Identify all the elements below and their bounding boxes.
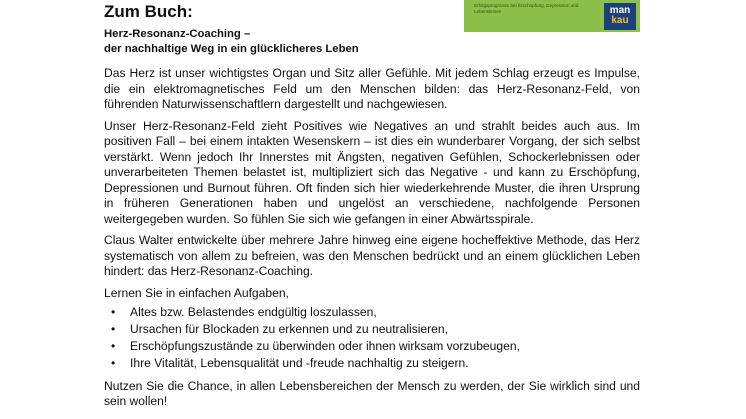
logo-line-1: man: [609, 5, 631, 16]
body-text: [104, 66, 640, 416]
page-title: Zum Buch:: [104, 2, 193, 21]
paragraph-3: Claus Walter entwickelte über mehrere Jahre hinweg eine eigene hocheffektive Methode, das Herz systematisch von allem zu befreien, was den Menschen bedrückt und an einem glücklichen Leben hindert: das Herz-Resonanz-Coaching.: [104, 233, 640, 278]
subtitle-line-2: der nachhaltige Weg in ein glücklicheres Leben: [104, 42, 359, 55]
list-intro: Lernen Sie in einfachen Aufgaben,: [104, 285, 289, 300]
subtitle-line-1: Herz-Resonanz-Coaching –: [104, 28, 251, 40]
book-subtitle: [104, 27, 624, 56]
list-item: • Ihre Vitalität, Lebensqualität und -freude nachhaltig zu steigern.: [128, 356, 640, 372]
list-item: • Erschöpfungszustände zu überwinden oder ihnen wirksam vorzubeugen,: [128, 339, 640, 355]
logo-line-2: kau: [611, 15, 629, 26]
banner-text: Erfolgsprogramm bei Erschöpfung, Depression und Lebenskrisen: [474, 3, 579, 14]
publisher-logo: [604, 3, 636, 30]
list-item: • Altes bzw. Belastendes endgültig loszulassen,: [128, 305, 640, 321]
list-item: • Ursachen für Blockaden zu erkennen und zu neutralisieren,: [128, 322, 640, 338]
closing-paragraph: Nutzen Sie die Chance, in allen Lebensbereichen der Mensch zu werden, der Sie wirklich sind und sein wollen!: [104, 378, 640, 408]
benefits-list: [104, 305, 640, 372]
paragraph-1: Das Herz ist unser wichtigstes Organ und Sitz aller Gefühle. Mit jedem Schlag erzeugt es Impulse, die ein elektromagnetisches Feld um den Menschen bilden: das Herz-Resonanz-Feld, von führenden Naturwissenschaftlern dargestellt und nachgewiesen.: [104, 66, 640, 111]
paragraph-2: Unser Herz-Resonanz-Feld zieht Positives wie Negatives an und strahlt beides auch aus. Im positiven Fall – bei einem intakten Wesenskern – ist dies ein wunderbarer Vorgang, der sich selbst verstärkt. Wenn jedoch Ihr Innerstes mit Ängsten, negativen Gefühlen, Schockerlebnissen oder unverarbeiteten Themen belastet ist, multipliziert sich das Negative - und kann zu Erschöpfung, Depressionen und Burnout führen. Oft finden sich hier wiederkehrende Muster, die ihren Ursprung in früheren Generationen haben und ungelöst an verschiedene, nachfolgende Personen weitergegeben wurden. So fühlen Sie sich wie gefangen in einer Abwärtsspirale.: [104, 118, 640, 226]
